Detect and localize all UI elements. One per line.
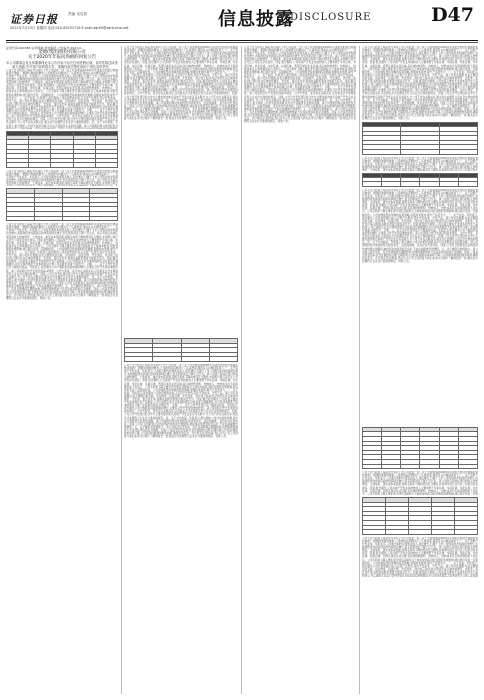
data-table	[362, 427, 478, 469]
column-4	[362, 46, 478, 694]
body-text: 公司于近日收到上海证券交易所上市公司监管一部《关于对金地集团2020年年度报告的信息披露监管问询函》,根据问询函的要求,公司就相关问题进行了认真核查,现将有关问题回复如下:一、关于房地产开发业务。年报显示,公司报告期内实现营业收入,同比增长,归属于上市公司股东的净利润同比增长,扣除非经常性损益后的净利润同比增长,但毛利率同比下降个百分点。请公司结合各地区项目的收入结转情况、土地成本、建安成本等因素,说明毛利率下降的原因及合理性,并说明与同行	[6, 169, 118, 186]
body-text: 公司于近日收到上海证券交易所上市公司监管一部《关于对金地集团2020年年度报告的信息披露监管问询函》,根据问询函的要求,公司就相关问题进行了认真核查,现将有关问题回复如下:一、关于房地产开发业务。年报显示,公司报告期内实现营业收入,同比增长,归属于上市公司股东的净利润同比增长,扣除非经常性损益后的净利润同比增长,但毛利率同比下降个百分点。请公司结合各地区项目的收入结转情况、土地成本、建安成本等因素,说明毛利率下降的原因及合理性,并说明与同行业可比公司是否存在差异。回复:报告期内,公司房地产开发业务结转收入主要来源于华东区域、华南区域、华北区域、华中区域、东南区域、西部区域及东北区域,各区域结转面积、结转收入、结转成本及毛利率情况如下表所示。公司毛利率下降主要系部分项目获取时点土地成本较高,同时受限价政策影响,项目售价受到一定限	[362, 471, 478, 496]
body-text: 公司于近日收到上海证券交易所上市公司监管一部《关于对金地集团2020年年度报告的信息披露监管问询函》,根据问询函的要求,公司就相关问题进行了认真核查,现将有关问题回复如下:一、关于房地产开发业务。年报显示,公司报告期内实现营业收入,同比增长,归属于上市公司股东的净利润同比增长,扣除非经常性损益后的净利润同比增长,但毛利率同比下降个百分点。请公司结合各地区项目的收入结转情况、土地成本、建安成本等因素,说明毛利率下降的原因及合理性,并说明与同行业可比公司是否存在差异。回复:报告期内,公司房地产开发业务结转收入主要来源于华东区域、华南区域、华北区域、华中区域、东南区域、西部区域及东北区域,各区域结转面积、结转收入、结转成本及毛利率情况如下表所示。公司毛利率下降主要系部分项目获取时点土地成本较高,同时受限价政策影响,项目售价受到一定限制所致。公司将继续坚持审慎的投资策略,加强成本管控,提升产品竞争力。二、关于存货。年报显示,报告期末公司存货账面价值,占总资产比例为,其中开发成本、开发产品。请公司补充披露:存货主要项目的名称、所在城市、权益比例、开发进度、预计竣工时间;结合项目所在区域市场情况、去化率、售价变化等,说明存货跌价准备计提是否充分。回复:截至报告期末,公司存货主要由开发成本和开发产品构成,公司已按照企业会计准则的规定对存货进行减值测试,对可变现净值低于成本的项目计提了存货跌价准备,计提充分、合理。三、关于合作开发项目及少数股东权益。年报显示,报告期末公司少数股东权益较期初增长,主要系合作开发项目增加所致。请公司说明合作开发项目的基本情况、合作方背景、是否存在关联关系,以及相关会计处理是否符合企业会计准则的规定。回复:公司合作开发项目的合作方主要为国内知名房地产开发企业及其关联方,与公司不存在关联关系,相关会计处理符合企业会计准则的规定。四、关于对外担保。年报显示,报告期末公司对外担保余额,其中对合营联营企业担保余额。请公司说明担保对象的经营及财务状况、反担保措施、是否存在代偿风险。回复:公司对合营联营企业的担保均按持股比例提供,被担保对象经营状况良好,不存在逾期或代偿情形。五、关于融资及偿债能力。请公司结合货币资金、有息负债规模及期限结构,说明短期偿债能力及流动性风险的应对措施。回复:公司货币资金充裕,有息负债结构合理,长期负债占比较高,融资成本持续下降,公司将保持稳健的财务政策,确保资金安全。会计师意见:经核查,我们认为公司上述回复与我们在审计过程中了解的信息一致,相关会计处理符合企业会计准则的规定。特此公告。	[362, 188, 478, 263]
body-text: 公司于近日收到上海证券交易所上市公司监管一部《关于对金地集团2020年年度报告的信息披露监管问询函》,根据问询函的要求,公司就相关问题进行了认真核查,现将有关问题回复如下:一、关于房地产开发业务。年报显示,公司报告期内实现营业收入,同比增长,归属于上市公司股东的净利润同比增长,扣除非经常性损益后的净利润同比增长,但毛利率同比下降个百分点。请公司结合各地区项目的收入结转情况、土地成本、建安成本等因素,说明毛利率下降的原因及合理性,并说明与同行业可比公司是否存在差异。回复:报告期内,公司房地产开发业务结转收入主要来源于华东区域、华南区域、华北区域、华中区域、东南区域、西部区域及东北区域,各区域结转面积、结转收入、结转成本及毛利率情况如下表所示。公司毛利率下降主要系部分项目获取时点土地成本较高,同时受限价政策影响,项目售价受到一定限制所致。公司将继续坚持审慎的投资策略,加强成本管控,提升产品竞争力。二、关于存货。年报显示,报告期末公司存货账面价值,占总资产比例为,其中开发成本、开发产品。请公司补充披露:存货主要项目的名称、所在城市、权益比例、开发进度、预计竣工时间;结合项目所在区域市场情况、去化率、售价变化等,说明存货跌价准备计提是否充分。回复:截至报告期末,公司存货主要由开发成本和开发产品构成,公司已按照企业会计准则的规定对存货进行减值测试,对可变现净值低于成本的项目计提了存货跌价准备,计提充分、合理。三、关于合作开发项目及少数股东权益。年报显示,报告期末公司少数股东权益较期初增长,主要系合作开发项目增加所致。请公司说明合作开发项目的基本情况、合作方背景、是否存在关联关系,以及相关会计处理是否符合企业会计准则的规定。回复:公司合作开发项目的合作方主要为国内知名房地产开发企业及其关联方,与公司不存在关联关系,相关会计处理符合企业会计准则的规定。四、关于对外担保。年报显示,报告期末公司对外担保余额,其中对合营联营企业担保余额。请公司说明担保对象的经营及财务状况、反担保措施、是否存在代偿风险。回复:公司对合营联营企业的担保均按持股比例提供,被担保对象经营状况良好,不存在逾期或代偿情形。五、关于融资及偿债能力。请公司结合货币资金、有息负债规模及期限结构,说明短期偿债能力及流动性风险的应对措施。回复:公司货币资金充裕,有息负债结构合理,长期负债占比较高,融资成本持续下降,公司将保持稳健的财务政策,确保资金安全。会计师意见:经核查,我们认为公司上述回复与我们在审计过程中了解的信息一致,相关会计处理符合企业会计准则的规定。特此公告。	[244, 46, 356, 124]
body-text: 公司于近日收到上海证券交易所上市公司监管一部《关于对金地集团2020年年度报告的信息披露监管问询函》,根据问询函的要求,公司就相关问题进行了认真核查,现将有关问题回复如下:一、关于房地产开发业务。年报显示,公司报告期内实现营业收入,同比增长,归属于上市公司股东的净利润同比增长,扣除非经常性损益后的净利润同比增长,但毛利率同比下降个百分点。请公司结合各地区项目的收入结转情况、土地成本、建安成本等因素,说明毛利率下降的原因及合理性,并说明与同行业可比公司是否存在差异。回复:报告期内,公司房地产开发业务结转收入主要来源于华东区域、华南区域、华北区域、华中区域、东南区域、西部区域及东北区域,各区域结转面积、结转收入、结转成本及毛利率情况如下表所示。公司毛利率下降主要系部分项目获取时点土地成本较高,同时受限价政策影响,项目售价受到一定限制所致。公司将继续坚持审慎的投资策略,加强成本管控,提升产品竞争力。二、关于存货。年报显示,报告期末公司存货账面价值,占总资产比例为,其中开发成本、开发产品。请公司补充披露:存货主要项目的名称、所在城市、权益比例、开发进度、预计竣工时间;结合项目所在区域市场情况、去化率、售价变化等,说明存货跌价准备计提是否充分。回复:截至报告期末,公司存货主要由开发成本和开发产品构成,公司已按照企业会计准则的规定对存货进行减值测试,对可变现净值低于成本的项目计提了存货跌价准备,计提充分、合理。三、关于合作开发项目及少数股东权益。年报显示,报告期末公司少数股东权益较期初增长,主要系合作开发项目增加所致。请公司说明合作开发项目的基本情况、合作方背景、是否存在关联关系,以及相关会计处理是否符合企业会计准则的规定。回复:公司合作开发项目的合作方主要为国内知名房地产开发企业及其关联方,与公司不存在关联关系,相关会计处理符合企业会计准则的规定。四、关于对外担保。年报显示,报告期末公司对外担保余额,其中对合营联营企业担保余额。请公司说明担保对象的经营及财务状况、反担保措施、是否存在代偿风险。回复:公司对合营联营企业的担保均按持股比例提供,被担保对象经营状况良好,不存在逾期或代偿情形。五、关于融资及偿债能力。请公司结合货币资金、有息负债规模及期限结构,说明短期偿债能力及流动性风险的应对措施。回复:公司货币资金充裕,有息负债结构合理,长期负债占比较高,融资成本持续下降,公司将保持稳健的财务政策,确保资金安全。会计师意见:经核查,我们认为公司上述回复与我们在审计过程中了解的信息一致,相关会计处理符合企业会计准则的规定。特此公告。	[6, 223, 118, 301]
announcement-title: 关于2020年年报问询函的回复公告	[27, 55, 97, 61]
column-divider	[241, 46, 242, 694]
data-table	[6, 188, 118, 221]
body-text: 公司于近日收到上海证券交易所上市公司监管一部《关于对金地集团2020年年度报告的信息披露监管问询函》,根据问询函的要求,公司就相关问题进行了认真核查,现将有关问题回复如下:一、关于房地产开发业务。年报显示,公司报告期内实现营业收入,同比增长,归属于上市公司股东的净利润同比增长,扣除非经常性损益后的净利润同比增长,但毛利率同比下降个百分点。请公司结合各地区项目的收入结转情况、土地成本、建安成本等因素,说明毛利率下降的原因及合理性,并说明与同行业可比公司是否存在差异。回复:报告期内,公司房地产开发业务结转收入主要来源于华东区域、华南区域、华北区域、华中区域、东南区域、西部区域及东北区域,各区域结转面积、结转收入、结转成本及毛利率情况如下表所示。公司毛利率下降主要系部分项目获取时点土地成本较高,同时受限价政策影响,项目售价受到一定限制所致。公司将继续坚持审慎的投资策略,加强成本管控,提升产品竞争力。二、关于存货。年报显示,报告期末公司存货账面价值,占总资产比例为,其中开发成本、开发产品。请公司补充披露:存货主要项目的名称、所在城市、权益比例、开发进度、预计竣工时间;结合项目所在区域市场情况、去化率、售价变化等,说明存货跌价准备计提是否充分。回复:截至报告期末,公司存货主要由开发成本和开发产品构成,公司已按照企业会计准则的规定对存货进行减值测试,对可变现净值低于成本的项目计提了存货跌价准备,计提充分、合理。三、关于合作开发项目及少数股东权益。年报显示,报告期末公司少数股东权益较期初增长,主要系合作开发项目增加所致。请公司说明合作开发项目的基本情况、合作方背景、是否存在关联关系,以及相关会计处理是否符合企业会计准则的规定。回复:公司合作开发项目的合作方主要为国内知名房地产开发企业及其关联方,与公司不存在关联关系,相关会计处理符合企业会计准则的规定。四、关于对外担保。年报显示,报告期末公司对外担保余额,其中对合营联营企业担保余额。请公司说明担保对象的经营及	[6, 68, 118, 128]
data-table	[124, 338, 238, 362]
column-divider	[359, 46, 360, 694]
column-1	[6, 46, 118, 694]
data-table	[362, 122, 478, 155]
column-3	[244, 46, 356, 694]
body-text: 公司于近日收到上海证券交易所上市公司监管一部《关于对金地集团2020年年度报告的信息披露监管问询函》,根据问询函的要求,公司就相关问题进行了认真核查,现将有关问题回复如下:一、关于房地产开发业务。年报显示,公司报告期内实现营业收入,同比增长,归属于上市公司股东的净利润同比增长,扣除非经常性损益后的净利润同比增长,但毛利率同比下降个百分点。请公司结合各地区项目的收入结转情况、土地成本、建安成本等因素,说明毛利率下降的原因及合理性,并说明与同行业可比公司是否存在差异。回复:报告期内,公司房地产开发业务结转收入主要来源于华东区域、华南区域、华北区域、华中区域、东南区域、西部区域及东北区域,各区域结转面积、结转收入、结转成本及毛利率情况如下表所示。公司毛利率下降主要系部分项目获取时点土地成本较高,同时受限价政策影响,项目售价受到一定限制所致。公司将继续坚持审慎的投资策略,加强成本管控,提升产品竞争力。二、关于存货。年报显示,报告期末公司存货账面价值,占总资产比例为,其中开发成本、开发产品。请公司补充披露:存货主要项目的名称、所在城市、权益比例、开发进度、预计竣工时间;结合项目所在区域市场情况、去化率、售价变化等,说明存货跌价准备计提是否充分。回复:截至报告期末,公司存货主要由开发成本和开发产品构成,公司已按照企业会计准则的规定对存货进行减值测试,对可变现净值低于成本的项目计提了存货跌价准备,计提充分、合理。三、关于合作开发项目及少数股东权益。年报显示,报告期末公司少数股东权益较期初增长,主要系合作开发项目增加所致。请公司说明合作开发项目的基本情况、合作方背景、是否存在关联关系,以及相关会计处理是否符合企业会计准则的规定。回复:公司合作开发项目的合作方主要为国内知名房地产开发企业及其关联方,与公司不存在关联关系,相关会计处理符合企业会计准则的规定。四、关于对外担保。年报显示,报告期末公司对外担保余额,其中对合营联营企业担保余额。请公司说明担保对象的经营及财务状况、反担保措施、是否存在代偿风险。回复:公司对合营联营企业的担保均按持股比例提供,被担保对象经营状况良好,不存在逾期或代偿情形。五、关于融资及偿债能力。请公司结合货币资金、有息负债规模及期限结构,说明短期偿债能力及流动性风险的应对措施。回复:公司货币资金充裕,有息负债结构合理,长期负债占比较高,融资成本持续下降,公司将保持稳健的财务政策,确保资金安全。会计师意见:经核查,我们认为公司上述回复与我们在审计过程中了解的信息一致,相关会计处理符合企业会计准则的规定。特此公告。	[124, 46, 238, 121]
body-text: 公司于近日收到上海证券交易所上市公司监管一部《关于对金地集团2020年年度报告的信息披露监管问询函》,根据问询函的要求,公司就相关问题进行了认真核查,现将有关问题回复如下:一、关于房地产开发业务。年报显示,公司报告期内实现营业收入,同比增长,归属于上市公司股东的净利润同比增长,扣除非经常性损益后的净利润同比增长,但毛利率同比下降个百分点。请公司结合各地区项目的收入结转情况、土地成本、建安成本等因素,说明毛利率下降的原因及合理性,并说明与同行业可比公司是否存在差异。回复:报告期内,公司房地产开发业务结转收入主要来源于华东区域、华南区域、华北区域、华中区域、东南区域、西部区域及东北区域,各区域结转面积、结转收入、结转成本及毛利率情况如下表所示。公司毛利率下降主要系部分项目获取时点土地成本较高,同时受限价政策影响,项目售价受到一定限制所致。公司将继续坚持审慎的投资策略,加强成本管控,提升产品竞争力。二、关于存货。年报显示,报告期末公司存货账面价值,占总资产比例为,其中开发成本、开发产品。请公司补充披露:存货主要项目的名称、所在城市、权益比例、开发进度、预计竣工时间;结合项目所在区域市场情况、去化率、售价变化等,说明存货跌价准备计提是否充分。回复:截至报告期末,公司存货主要由开发成本和开发产品构成,公司已按照企业会计准则的规定对存货进行减值测试,对可变现净值低于成本的项目计提了存货跌价准备,计提充分、合理。三、关于合作开发项目及少数股东权益。年报显示,报告期末公司少数股东权益较期初增长,主要系合作开发项目增加所致。请公司说明合作开发项目的基本情况、合作方背景、是否存在关联关系,以及相关会计处理是否符合企业会计准则的规定。回复:公司合作开发项目的合作方主要为国内知名房地产开发企业及其关联方,与公司不存在关联关系,相关会计处理符合企业会计准则的规定。四、关于对外担保。年报显示,报告期末公司对外担保余额,其中对合营联营企业担保余额。请公司说明担保对象的经营及财务状况、反担保措施、是否存在代偿风险。回复:公司对合营联营企业的担保均按持股比例提供,被担保对象经营状况良好,不存在逾期或代偿情形。五、关于融资及偿债能力。请公司结合货币资金、有息负债规模及期限结构,说明短期偿债能力及流动性风险的应对措施。回复:公司货币资金充裕,有息负债结构合理,长期负债占比较高,融资成本持续下降,公司将保持稳健的财务政策,确保资金安全。会计师意见:经核查,我们认为公司上述回复与我们在审计过程中了解的信息一致,相关会计处理符合企业会计准则的规定。特此公告。	[362, 46, 478, 120]
page-number: D47	[431, 4, 474, 26]
data-table	[6, 131, 118, 168]
announcement-statement: 本公司董事会及全体董事保证本公告内容不存在任何虚假记载、误导性陈述或者重大遗漏,并对其内容的真实性、准确性和完整性承担个别及连带责任。	[6, 60, 118, 69]
body-text: 公司于近日收到上海证券交易所上市公司监管一部《关于对金地集团2020年年度报告的信息披露监管问询函》,根据问询函的要求,公司就相关问题进行了认真核查,现将有关问题回复如下:一、关于房地产开发业务。年报显示,公司报告期内实现营业收入,同比增长,归属于上市公司股东的净利润同比增长,扣除非经常性损益后的净利润同比增长,但毛利率同比下降个百分点。请公司结合各地区项目的收入结转情况、土地成本、建安成本等因素,说明毛利率下降的原因及合理性,并说明与同行业可比公司是否存在差异。回复:报告期内,公司房地产开发业务结转收入主要来源于华东区域、华南区域、华北区域、华中区域、东南区域、西部区域及东北区域,各区域结转面积、结转收入、结转成本及毛利率情况如下表所示。公司毛利率下降主要系部分项目获取时点土地成本较高,同时受限价政策影响,项目售价受到一定限制所致。公司将继续坚持审慎的投资策略,加强成本管控,提升产品竞争力。二、关于存货。年报显示,报告期末公司存货账面价值,占总资产比例为,其中开发成本、开发产品。请公司补充披露:存货主要项目的名称、所在城市、权益比例、开发进度、预计竣工时间;结合项目所在区域市场情况、去化率、售价变化等,说明存货跌价准备计提是否充分。回复:截至报告期末,公司存货主要由开发成本和开发产品构成,公司已按照企业会计准则的规定对存货进行减值测试,对可变现净值低于成本的项目计提了存货跌价准备,计提充分、合理。三、关于合作开发项目及少数股东权益。年报显示,报告期末公司少数股东权益较期初增长,主要系合作开发项目增加所致。请公司说明合作开发项目的基本情况、合作方背景、是否存在关联关系,以及相关会计处理是否符合企业会计准则的规定。回复:公司合作开发项目的合作方主要为国内知名房地产开发企业及其关联方,与公司不存在关联关系,相关会计处理符合企业会计准则的规定。四、关于对外担保。年报显示,报告期末公司对外担保余额,其中对合营联营企业担保余额。请公司说明担保对象的经营及财务状况、反担保措施、是否存在代偿风险。回复:公司对合营联营企业的担保均按持股比例提供,被担保对象经营状况良好,不存在逾期或代偿情形。五、关于融资及偿债能力。请公司结合货币资金、有息负债规模及期限结构,说明短期偿债能力及流动性风险的应对措施。回复:公司货币资金充裕,有息负债结构合理,长期负债占比较高,融资成本持续下降,公司将保持稳健的财务政策,确保资金安全。会计师意见:经核查,我们认为公司上述回复与我们在审计过程中了解的信息一致,相关会计处理符合企业会计准则的规定。特此公告。	[124, 363, 238, 439]
masthead	[6, 4, 478, 40]
stock-code-line: 证券代码:600383 证券简称:金地集团 公告编号:2021-0..	[6, 46, 83, 50]
body-text: 公司于近日收到上海证券交易所上市公司监管一部《关于对金地集团2020年年度报告的信息披露监管问询函》,根据问询函的要求,公司就相关问题进行了认真核查,现将有关问题回复如下:一、关于房地产开发业务。年报显示,公司报告期内实现营业收入,同比增长,归属于上市公司股东的净利润同比增长,扣除非经常性损益后的净利润同比增长,但毛利率同比下降个百分点。请公司结合各地区项目的收入结转情况、土地成本、建安成本等因素,说明毛利率下降的原因及合理性,并说明与同行业可比公司是否存在差异。回复:报告期内,公司房地产开发业务结转收入主要来源于华东区域、华南区域、华北区域、华中区域、东南区域、西部区域及东北区域,各区域结转面积、结转收入、结转成本及毛利率情况如下表所示。公司毛利率下降主要系部分项目获取时点土地成本较高,同时受限价政策影响,项目售价受到一定限制所致。公司将继续坚持审慎的投资策略,加强成本管控,提升产品竞争力。二、关于存货。年报显示,报告期末公司存货账面价值,占总资产比例为,其中开发成本、开发产品。请公司补充披露:存货主要项目的名称、所在城市、权益比例、开发进度、预计竣工时间;结合项目所在区域市场情况、去化率、售价变化等,说明存货跌价准备计提是否充分。回复:截至报告期末,公司存货主要由开发成本和开发产品构成,公司已按照企业会计准则的规定对存货进行减值测试,对可变现净值低于成本的项目计提了存货跌	[362, 536, 478, 577]
editor-info: 责编 吴克智	[68, 12, 88, 16]
column-2	[124, 46, 238, 694]
data-table	[362, 173, 478, 187]
body-text: 公司于近日收到上海证券交易所上市公司监管一部《关于对金地集团2020年年度报告的信息披露监管问询函》,根据问询函的要求,公司就相关问题进行了认真核查,现将有关问题回复如下:一、关于房地产开发业务。年报显示,公司报告期内实现营业收入,同比增长,归属于上市公司股东的净利润同比增长,扣除非经常性损益后的净利润同比增长,但毛利率同比下降个百分点。请公司结合各地区项目的收入结转情况、土地成本、建安成本等因素,说明毛利率下降的原因及合理性,并说明与同行业可比公司是否存在	[362, 156, 478, 171]
newspaper-logo: 证券日报	[10, 13, 58, 26]
company-name: 金地(集团)股份有限公司	[38, 50, 86, 55]
section-title: 信息披露	[218, 9, 294, 30]
column-divider	[121, 46, 122, 694]
data-table	[362, 497, 478, 535]
header-rule-thin	[6, 42, 478, 43]
contact-info: 2021年7月15日 星期四 电话:010-83251716 E-mail:zqrb9@zqrb.sina.net	[10, 26, 129, 30]
header-rule	[6, 40, 478, 41]
section-title-en: DISCLOSURE	[290, 12, 372, 23]
